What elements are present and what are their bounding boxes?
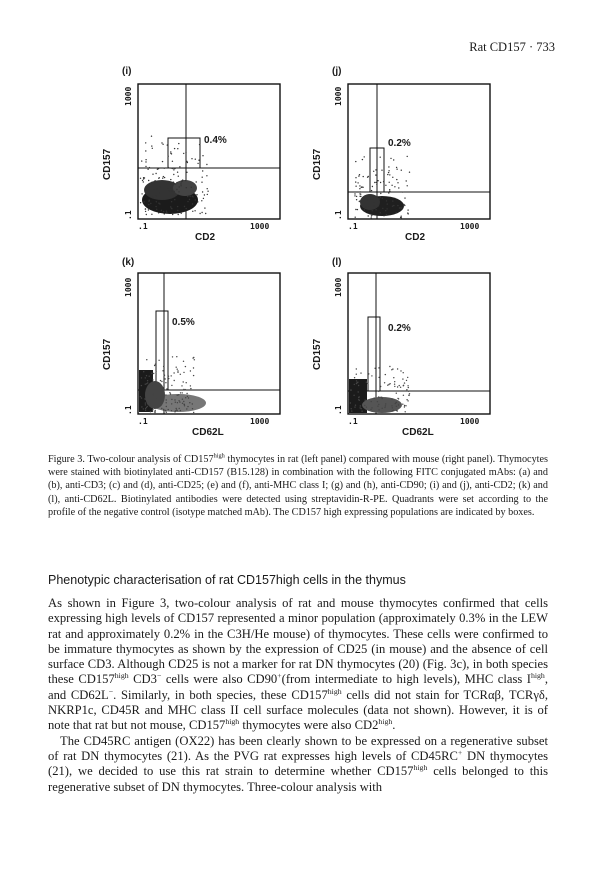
panel-letter: (l) xyxy=(332,257,342,268)
y-tick-max: 1000 xyxy=(124,277,133,297)
y-axis-label: CD157 xyxy=(102,338,113,370)
paragraph: As shown in Figure 3, two-colour analysis of rat and mouse thymocytes confirmed that cells expressing high levels of CD157 represented a minor population (approximately 0.3% in the LEW rat and approximately 0.2% in the C3H/He mouse) of thymocytes. These cells were confirmed to be immature thymocytes as shown by the expression of CD25 (in mouse) and the absence of cell surface CD3. Although CD25 is not a marker for rat DN thymocytes (20) (Fig. 3c), in both species these $CD157^{high}$ CD3− cells were also CD90+(from intermediate to high levels), MHC class $I^{high}$, and CD62L−. Similarly, in both species, these $CD157^{high}$ cells did not stain for TCRαβ, TCRγδ, NKRP1c, CD45R and MHC class II cell surface molecules (data not shown). However, it is of note that rat but not mouse, $CD157^{high}$ thymocytes were also $CD2^{high}$. xyxy=(48,596,548,733)
x-tick-min: .1 xyxy=(348,222,358,231)
y-tick-min: .1 xyxy=(124,210,133,220)
x-axis-label: CD62L xyxy=(402,427,434,438)
caption-text: thymocytes in rat (left panel) compared with mouse (right panel). Thymocytes were stained with biotinylated anti-CD157 (B15.128) in combination with the following FITC conjugated mAbs: (a) and (b), anti-CD3; (c) and (d), anti-CD25; (e) and (f), anti-MHC class I; (g) and (h), anti-CD90; (i) and (j), anti-CD2; (k) and (l), anti-CD62L. Biotinylated antibodies were detected using streptavidin-R-PE. Quadrants were set according to the profile of the negative control (isotype matched mAb). The CD157 high expressing populations are indicated by boxes. xyxy=(48,454,548,518)
y-axis-label: CD157 xyxy=(312,338,323,370)
panel-k xyxy=(100,255,290,440)
percent-label: 0.2% xyxy=(388,138,411,149)
panel-letter: (j) xyxy=(332,66,342,77)
x-axis-label: CD62L xyxy=(192,427,224,438)
figure-caption xyxy=(48,453,548,519)
x-tick-max: 1000 xyxy=(460,417,480,426)
figure-3 xyxy=(100,60,500,445)
x-axis-label: CD2 xyxy=(405,232,426,243)
panel-letter: (k) xyxy=(122,257,135,268)
x-tick-max: 1000 xyxy=(250,222,270,231)
panel-l xyxy=(310,255,500,440)
cell-population xyxy=(142,180,198,214)
y-tick-max: 1000 xyxy=(334,86,343,106)
body-text xyxy=(48,596,548,795)
running-head: Rat CD157 · 733 xyxy=(469,40,555,54)
gate-box xyxy=(368,317,380,391)
x-tick-min: .1 xyxy=(348,417,358,426)
x-axis-label: CD2 xyxy=(195,232,216,243)
paragraph: The CD45RC antigen (OX22) has been clearly shown to be expressed on a regenerative subset of rat DN thymocytes (21). As the PVG rat expresses high levels of CD45RC+ DN thymocytes (21), we decided to use this rat strain to determine whether $CD157^{high}$ cells belonged to this regenerative subset of DN thymocytes. Three-colour analysis with xyxy=(48,733,548,794)
x-tick-min: .1 xyxy=(138,417,148,426)
x-tick-max: 1000 xyxy=(250,417,270,426)
y-tick-min: .1 xyxy=(124,405,133,415)
x-tick-min: .1 xyxy=(138,222,148,231)
x-tick-max: 1000 xyxy=(460,222,480,231)
section-heading: Phenotypic characterisation of rat CD157high cells in the thymus xyxy=(48,573,406,587)
y-tick-min: .1 xyxy=(334,405,343,415)
percent-label: 0.4% xyxy=(204,135,227,146)
y-tick-min: .1 xyxy=(334,210,343,220)
y-axis-label: CD157 xyxy=(312,148,323,180)
percent-label: 0.2% xyxy=(388,323,411,334)
cell-population xyxy=(360,194,404,216)
panel-j xyxy=(310,60,500,245)
percent-label: 0.5% xyxy=(172,317,195,328)
caption-text: Figure 3. Two-colour analysis of CD157 xyxy=(48,454,214,465)
panel-i xyxy=(100,60,290,245)
y-axis-label: CD157 xyxy=(102,148,113,180)
gate-box xyxy=(156,311,168,390)
caption-sup: high xyxy=(213,452,225,460)
panel-letter: (i) xyxy=(122,66,132,77)
y-tick-max: 1000 xyxy=(124,86,133,106)
y-tick-max: 1000 xyxy=(334,277,343,297)
